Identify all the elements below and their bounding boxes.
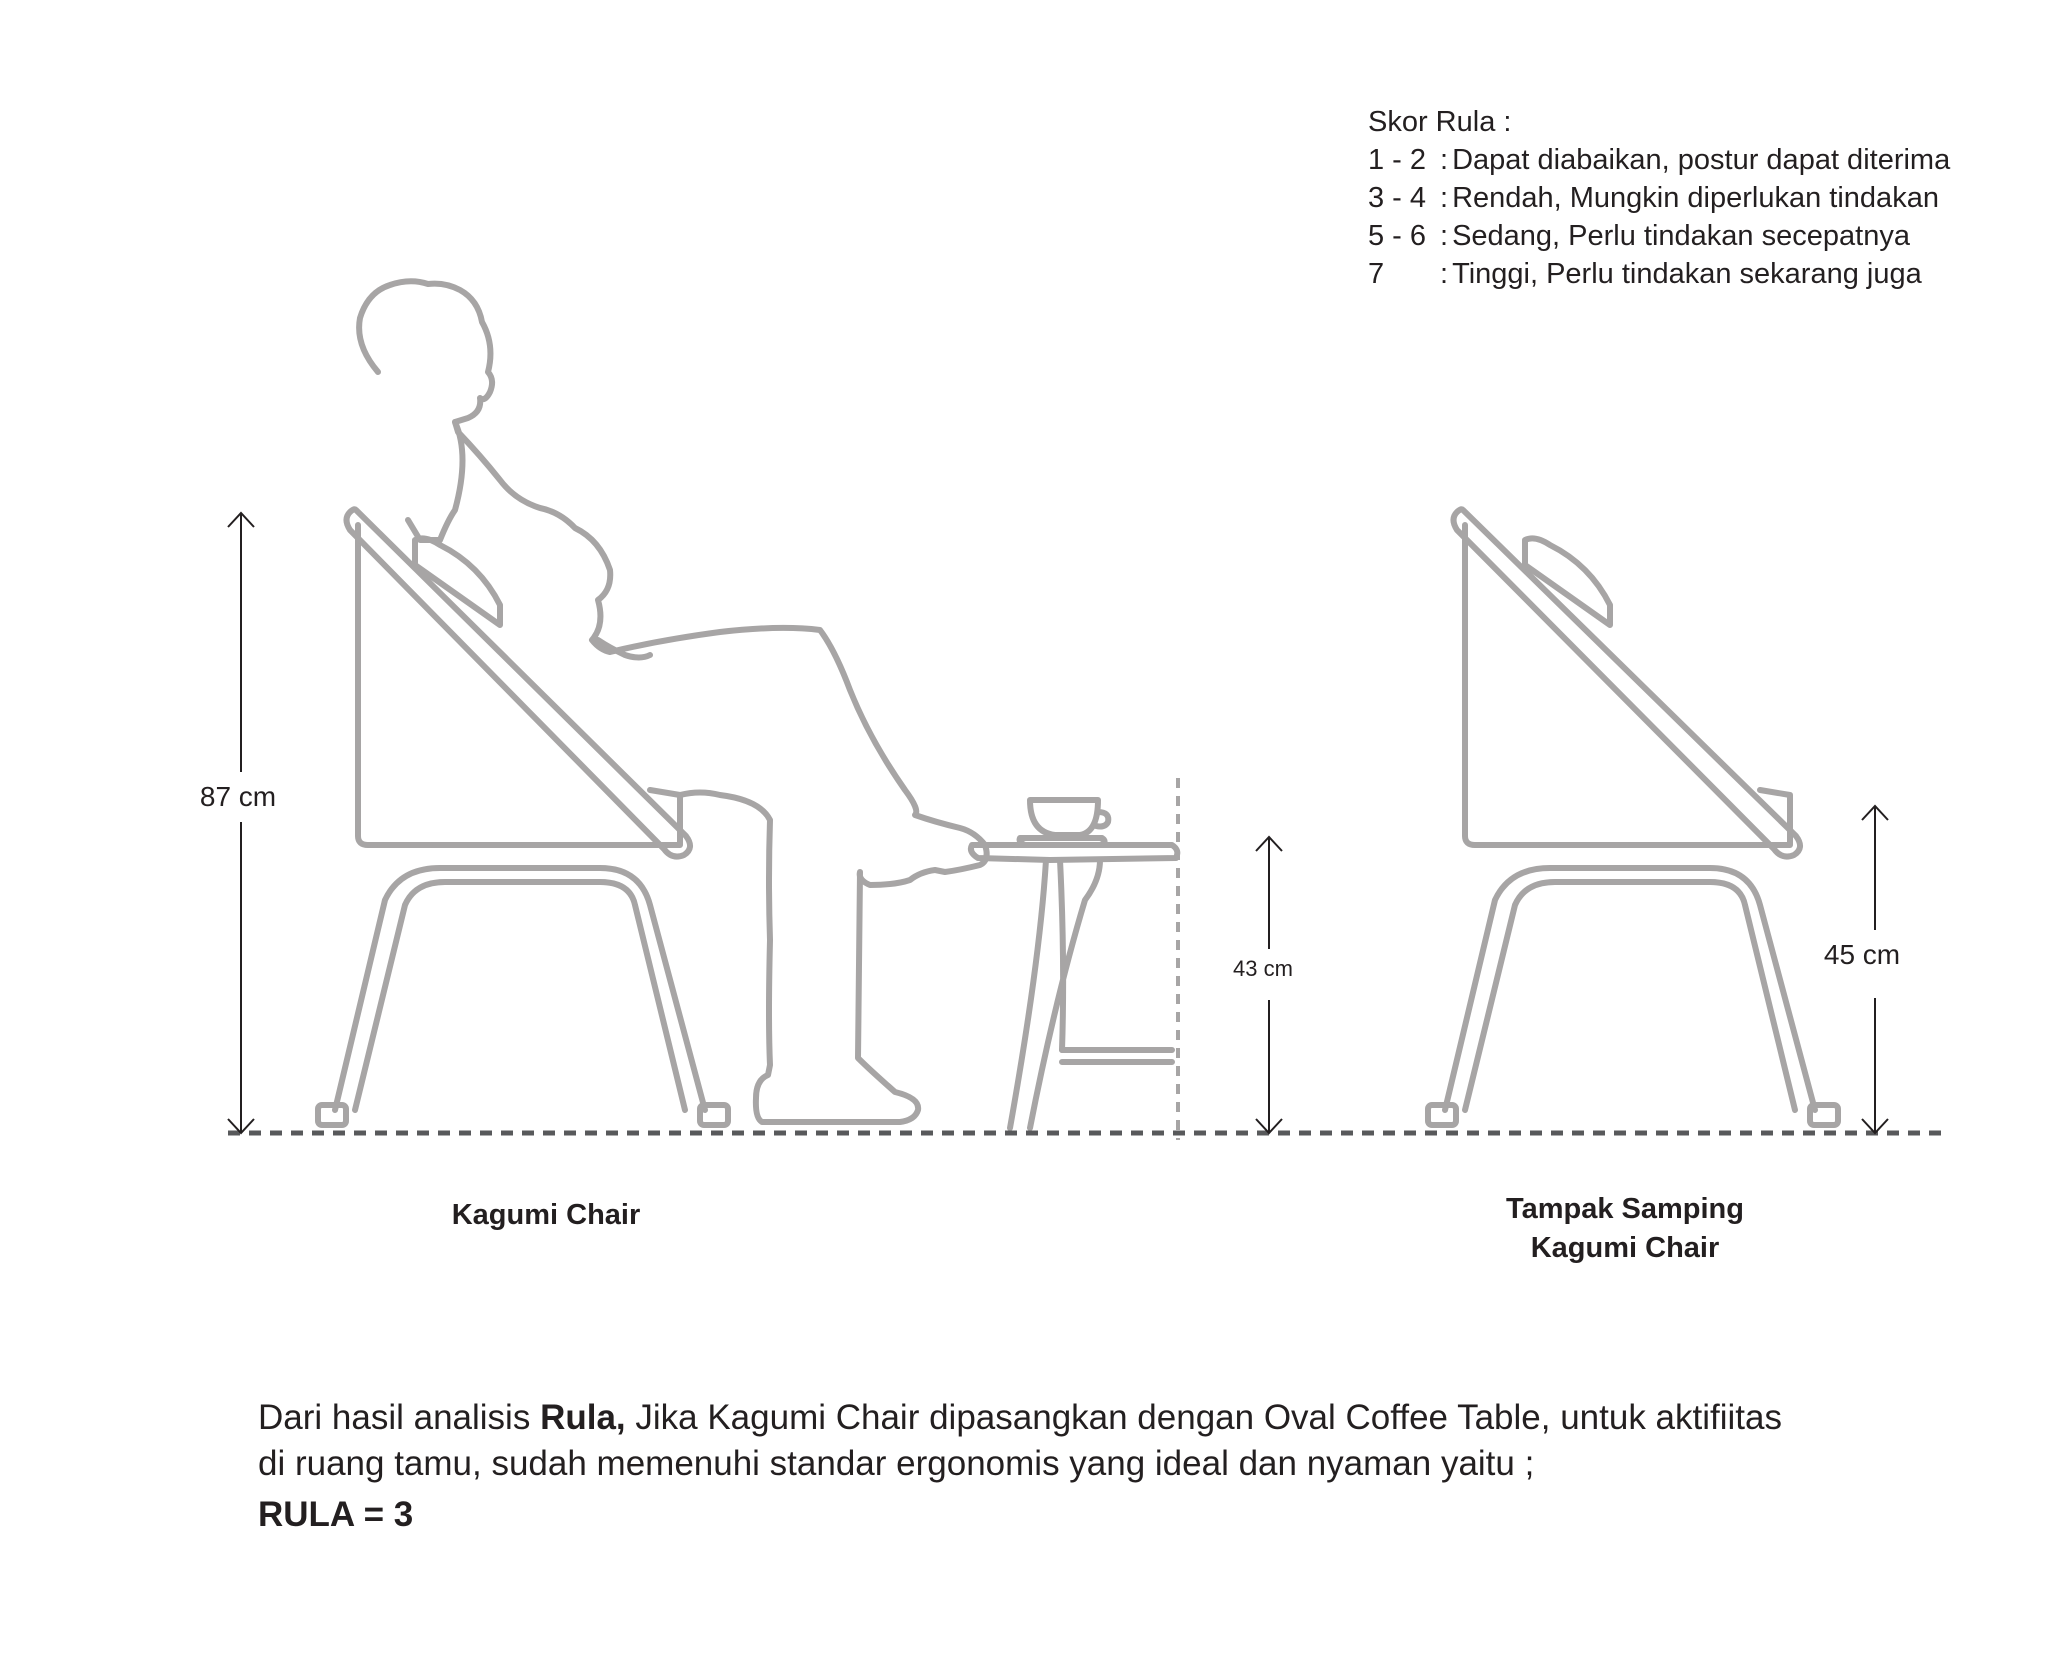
dimension-label-table-height: 43 cm (1229, 956, 1297, 982)
oval-coffee-table (971, 800, 1177, 1128)
chair-leg-front (1445, 868, 1815, 1110)
chair-foot-left (318, 1105, 346, 1125)
cup (1020, 800, 1109, 845)
kagumi-chair-left (318, 509, 728, 1125)
table-rail (1062, 1050, 1172, 1062)
legend-item: 3 - 4 : Rendah, Mungkin diperlukan tindakan (1368, 182, 1939, 214)
analysis-paragraph: Dari hasil analisis Rula, Jika Kagumi Chair dipasangkan dengan Oval Coffee Table, untuk aktifiitas di ruang tamu, sudah memenuhi standar ergonomis yang ideal dan nyaman yaitu ; (258, 1398, 1782, 1483)
legend-item: 7 : Tinggi, Perlu tindakan sekarang juga (1368, 258, 1922, 290)
legend-title: Skor Rula : (1368, 106, 1512, 138)
chair-back-rail (1454, 509, 1801, 856)
dimension-label-seat-height: 45 cm (1820, 939, 1904, 971)
chair-back-panel (358, 525, 680, 845)
rula-score-legend (1368, 103, 1950, 293)
chair-foot-right (1810, 1105, 1838, 1125)
chair-back-panel (1465, 525, 1790, 845)
rula-bold-term: Rula, (540, 1398, 626, 1437)
kagumi-chair-side-view (1428, 509, 1838, 1125)
chair-back-rail (347, 509, 691, 856)
person-arm (408, 422, 463, 540)
table-legs (1010, 860, 1100, 1128)
dimension-arrow-43 (1256, 837, 1282, 1133)
chair-foot-left (1428, 1105, 1456, 1125)
legend-item: 1 - 2 : Dapat diabaikan, postur dapat diterima (1368, 144, 1951, 176)
chair-foot-right (700, 1105, 728, 1125)
legend-item: 5 - 6 : Sedang, Perlu tindakan secepatnya (1368, 220, 1910, 252)
caption-side-view: Tampak Samping Kagumi Chair (1506, 1193, 1744, 1264)
dimension-arrow-87 (228, 513, 254, 1133)
chair-leg-front (335, 868, 705, 1110)
caption-kagumi-chair: Kagumi Chair (451, 1199, 641, 1231)
dimension-label-chair-height: 87 cm (196, 781, 280, 813)
rula-result: RULA = 3 (258, 1495, 414, 1534)
